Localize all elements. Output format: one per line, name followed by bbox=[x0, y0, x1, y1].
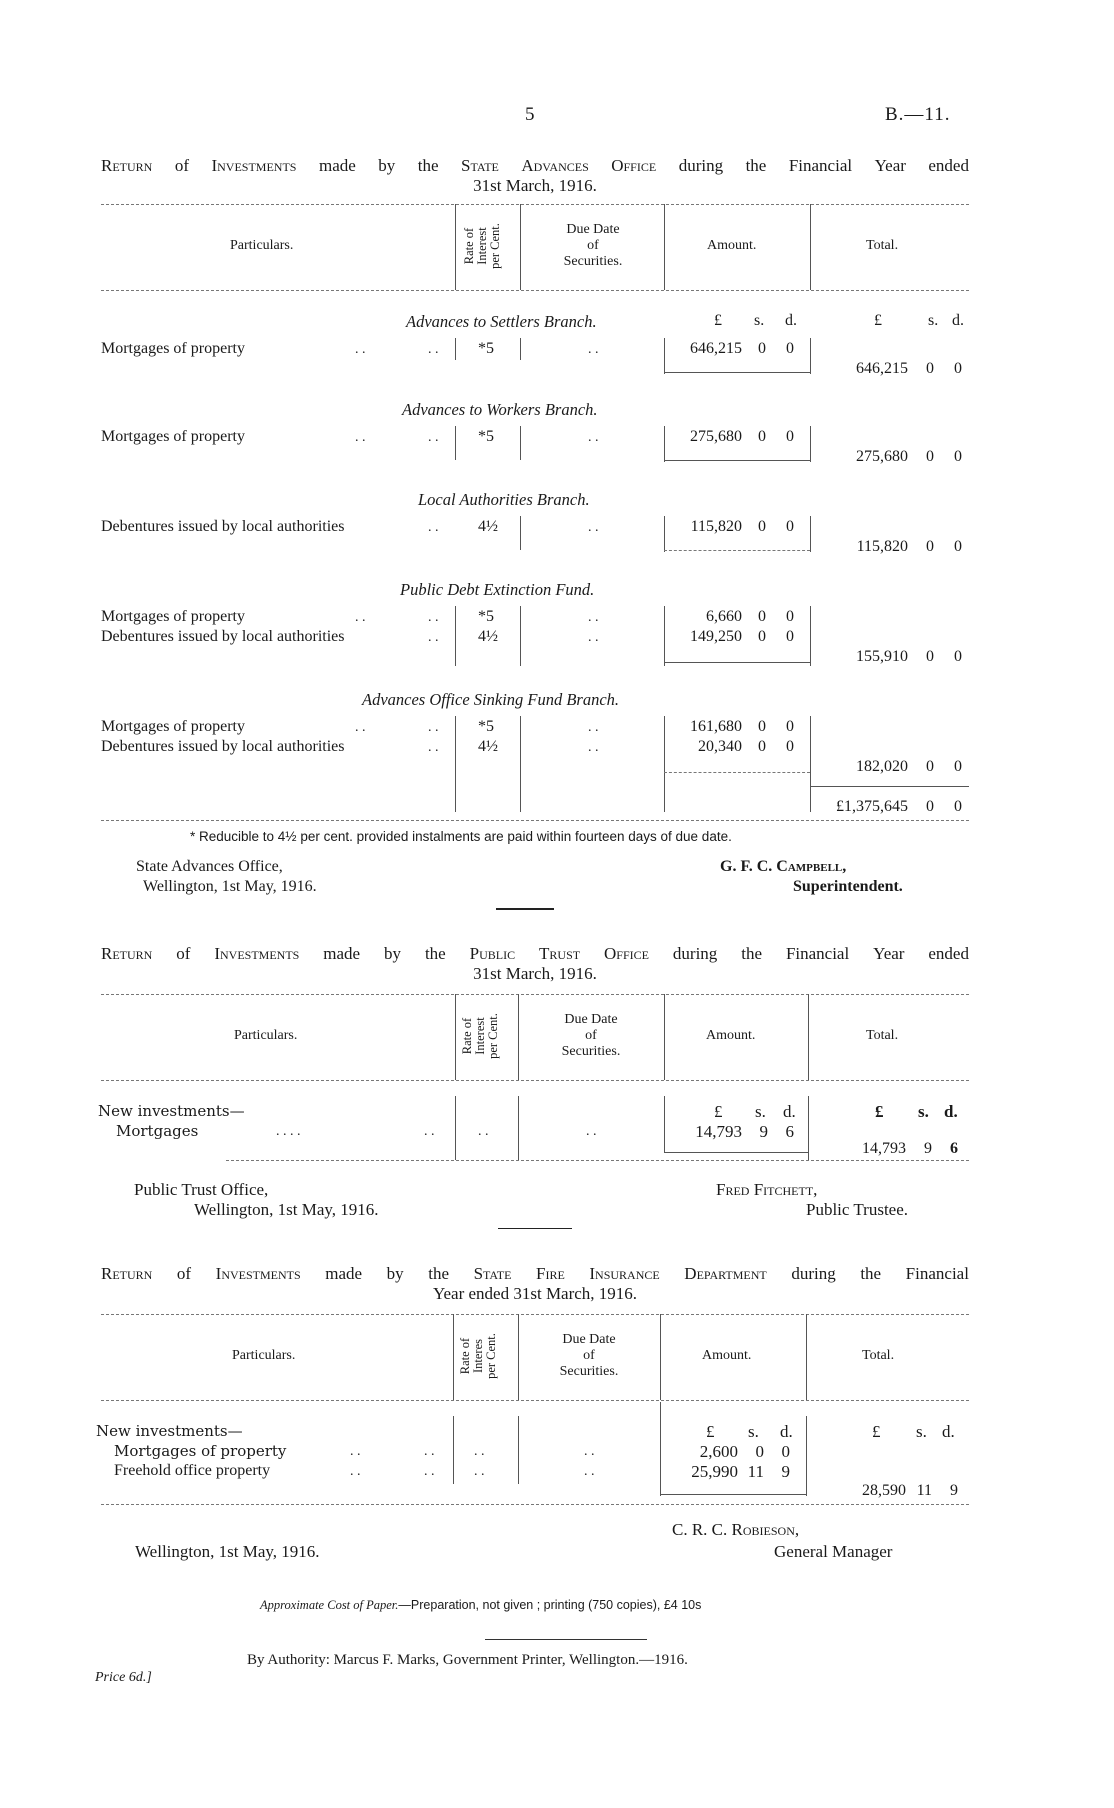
column-rule bbox=[518, 1096, 519, 1160]
row-amount-d: 0 bbox=[786, 428, 794, 445]
title-word: Investments bbox=[215, 1264, 301, 1283]
row-amount-d: 9 bbox=[781, 1462, 790, 1481]
row-particulars: Mortgages of property bbox=[101, 608, 245, 625]
signatory-name: C. R. C. Robieson, bbox=[672, 1520, 800, 1539]
leader-dots: . . bbox=[428, 520, 439, 535]
branch-total-d: 0 bbox=[954, 758, 962, 775]
title-word: during bbox=[791, 1264, 836, 1283]
title-word: Department bbox=[684, 1264, 767, 1283]
row-amount-s: 0 bbox=[758, 428, 766, 445]
branch-heading: Public Debt Extinction Fund. bbox=[400, 580, 595, 599]
col-header-due-date: Due Date of Securities. bbox=[563, 222, 623, 269]
fire-insurance-title-line1 bbox=[101, 1264, 969, 1284]
page-number: 5 bbox=[525, 104, 535, 125]
column-rule bbox=[664, 204, 665, 290]
currency-pence: d. bbox=[942, 1422, 955, 1441]
title-word: the bbox=[428, 1264, 450, 1283]
cost-label: Approximate Cost of Paper. bbox=[260, 1598, 399, 1612]
column-rule bbox=[520, 716, 521, 812]
subtotal-rule bbox=[664, 662, 810, 663]
column-rule bbox=[520, 426, 521, 460]
title-word: Investments bbox=[211, 156, 297, 175]
cost-note bbox=[260, 1598, 701, 1613]
title-word: Financial bbox=[905, 1264, 969, 1283]
branch-heading: Advances to Workers Branch. bbox=[402, 400, 598, 419]
row-amount-s: 0 bbox=[758, 340, 766, 357]
row-amount-d: 0 bbox=[786, 738, 794, 755]
grand-total: £1,375,645 bbox=[836, 798, 908, 815]
leader-dots: . . bbox=[584, 1444, 595, 1459]
office-date: Wellington, 1st May, 1916. bbox=[143, 878, 317, 895]
column-rule bbox=[455, 716, 456, 812]
currency-shillings: s. bbox=[916, 1422, 927, 1441]
public-trust-title bbox=[101, 944, 969, 984]
row-amount-s: 0 bbox=[758, 518, 766, 535]
col-header-amount: Amount. bbox=[702, 1348, 752, 1363]
row-amount: 2,600 bbox=[699, 1442, 738, 1461]
currency-pence: d. bbox=[780, 1422, 793, 1441]
table-header-rule bbox=[101, 1080, 969, 1081]
currency-pence: d. bbox=[952, 312, 964, 329]
table-top-rule bbox=[101, 204, 969, 205]
branch-total-s: 0 bbox=[926, 360, 934, 377]
leader-dots: . . bbox=[588, 610, 599, 625]
row-rate: *5 bbox=[478, 428, 494, 445]
leader-dots: . . bbox=[355, 610, 366, 625]
col-header-total: Total. bbox=[862, 1348, 895, 1363]
price: Price 6d.] bbox=[95, 1670, 152, 1685]
branch-total-d: 0 bbox=[954, 648, 962, 665]
section-divider bbox=[498, 1228, 572, 1229]
column-rule bbox=[806, 1314, 807, 1400]
column-rule bbox=[455, 1096, 456, 1160]
col-header-amount: Amount. bbox=[706, 1028, 756, 1043]
row-particulars: Debentures issued by local authorities bbox=[101, 628, 345, 645]
column-rule bbox=[660, 1314, 661, 1400]
subtotal-rule bbox=[664, 372, 810, 373]
title-word: during bbox=[678, 156, 724, 175]
total: 14,793 bbox=[862, 1140, 906, 1157]
row-amount-s: 0 bbox=[758, 738, 766, 755]
public-trust-title-line2: 31st March, 1916. bbox=[473, 964, 597, 983]
title-word: made bbox=[323, 944, 361, 963]
currency-pence: d. bbox=[785, 312, 797, 329]
table-bottom-rule bbox=[101, 820, 969, 821]
column-rule bbox=[455, 426, 456, 460]
leader-dots: . . bbox=[588, 342, 599, 357]
currency-pound: £ bbox=[714, 312, 722, 329]
column-rule bbox=[664, 426, 665, 462]
leader-dots: . . bbox=[588, 430, 599, 445]
state-advances-title bbox=[101, 156, 969, 196]
leader-dots: . . bbox=[428, 740, 439, 755]
row-amount-s: 9 bbox=[759, 1122, 768, 1141]
grand-total-rule bbox=[810, 786, 969, 787]
column-rule bbox=[664, 716, 665, 812]
subtotal-rule bbox=[660, 1494, 806, 1495]
leader-dots: . . bbox=[355, 720, 366, 735]
fire-insurance-title-line2: Year ended 31st March, 1916. bbox=[432, 1284, 638, 1303]
row-amount: 275,680 bbox=[690, 428, 742, 445]
row-amount: 20,340 bbox=[698, 738, 742, 755]
column-rule bbox=[808, 994, 809, 1080]
currency-pound: £ bbox=[706, 1422, 715, 1441]
grand-total-s: 0 bbox=[926, 798, 934, 815]
col-header-amount: Amount. bbox=[707, 238, 757, 253]
column-rule bbox=[520, 204, 521, 290]
section-divider bbox=[496, 908, 554, 910]
leader-dots: . . bbox=[588, 630, 599, 645]
column-rule bbox=[664, 338, 665, 374]
document-reference: B.—11. bbox=[885, 104, 951, 125]
column-rule bbox=[808, 1096, 809, 1160]
signatory-name: G. F. C. Campbell, bbox=[720, 858, 847, 875]
column-rule bbox=[455, 204, 456, 290]
total-s: 11 bbox=[916, 1482, 932, 1499]
currency-pound: £ bbox=[874, 312, 882, 329]
col-header-due-date: Due Date of Securities. bbox=[559, 1332, 619, 1379]
row-amount: 25,990 bbox=[691, 1462, 738, 1481]
row-particulars: Mortgages of property bbox=[114, 1442, 287, 1460]
row-particulars: Debentures issued by local authorities bbox=[101, 518, 345, 535]
leader-dots: . . bbox=[355, 342, 366, 357]
row-amount-d: 0 bbox=[786, 518, 794, 535]
column-rule bbox=[660, 1402, 661, 1496]
col-header-particulars: Particulars. bbox=[234, 1028, 298, 1043]
title-word: the bbox=[745, 156, 767, 175]
row-particulars: Mortgages of property bbox=[101, 428, 245, 445]
column-rule bbox=[518, 1314, 519, 1400]
column-rule bbox=[806, 1416, 807, 1496]
row-amount-d: 0 bbox=[786, 718, 794, 735]
title-word: Advances bbox=[521, 156, 589, 175]
leader-dots: . . bbox=[584, 1464, 595, 1479]
title-word: Insurance bbox=[589, 1264, 660, 1283]
currency-pence: d. bbox=[944, 1102, 958, 1121]
title-word: Financial bbox=[788, 156, 853, 175]
col-header-rate: Rate of Interes per Cent. bbox=[458, 1333, 498, 1379]
leader-dots: . . bbox=[428, 342, 439, 357]
leader-dots: . . bbox=[424, 1444, 435, 1459]
row-amount-s: 0 bbox=[758, 608, 766, 625]
leader-dots: . . . . bbox=[276, 1124, 301, 1139]
row-amount: 6,660 bbox=[706, 608, 742, 625]
grand-total-d: 0 bbox=[954, 798, 962, 815]
total-s: 9 bbox=[924, 1140, 932, 1157]
row-amount: 115,820 bbox=[690, 518, 742, 535]
column-rule bbox=[810, 606, 811, 666]
column-rule bbox=[518, 1416, 519, 1484]
row-particulars: Debentures issued by local authorities bbox=[101, 738, 345, 755]
row-rate: *5 bbox=[478, 340, 494, 357]
title-word: State bbox=[473, 1264, 512, 1283]
column-rule bbox=[664, 994, 665, 1080]
total-d: 6 bbox=[950, 1140, 958, 1157]
branch-total: 275,680 bbox=[856, 448, 908, 465]
leader-dots: . . bbox=[474, 1444, 485, 1459]
branch-total-s: 0 bbox=[926, 448, 934, 465]
column-rule bbox=[455, 994, 456, 1080]
title-word: by bbox=[378, 156, 396, 175]
leader-dots: . . bbox=[428, 630, 439, 645]
leader-dots: . . bbox=[478, 1124, 489, 1139]
row-amount-d: 0 bbox=[786, 608, 794, 625]
table-header-rule bbox=[101, 290, 969, 291]
title-word: Return bbox=[101, 944, 153, 963]
row-particulars-heading: New investments— bbox=[96, 1422, 243, 1440]
title-word: the bbox=[741, 944, 763, 963]
title-word: by bbox=[386, 1264, 404, 1283]
column-rule bbox=[664, 606, 665, 666]
row-amount-d: 6 bbox=[785, 1122, 794, 1141]
signatory-title: Superintendent. bbox=[793, 878, 903, 895]
table-top-rule bbox=[101, 994, 969, 995]
title-word: ended bbox=[928, 156, 969, 175]
currency-pound: £ bbox=[714, 1102, 723, 1121]
title-word: Return bbox=[101, 156, 153, 175]
col-header-rate: Rate of Interest per Cent. bbox=[462, 223, 502, 269]
subtotal-rule bbox=[664, 772, 810, 773]
leader-dots: . . bbox=[588, 740, 599, 755]
place-date: Wellington, 1st May, 1916. bbox=[135, 1542, 320, 1561]
title-word: Trust bbox=[539, 944, 581, 963]
title-word: Investments bbox=[214, 944, 300, 963]
column-rule bbox=[664, 1096, 665, 1152]
branch-heading: Advances Office Sinking Fund Branch. bbox=[362, 690, 620, 709]
title-word: Year bbox=[874, 156, 906, 175]
fire-insurance-title bbox=[101, 1264, 969, 1304]
row-rate: 4½ bbox=[478, 628, 498, 645]
title-word: Return bbox=[101, 1264, 153, 1283]
title-word: of bbox=[176, 1264, 192, 1283]
column-rule bbox=[453, 1314, 454, 1400]
branch-total-d: 0 bbox=[954, 360, 962, 377]
row-rate: *5 bbox=[478, 718, 494, 735]
leader-dots: . . bbox=[474, 1464, 485, 1479]
state-advances-title-line2: 31st March, 1916. bbox=[473, 176, 597, 195]
col-header-rate: Rate of Interest per Cent. bbox=[460, 1013, 500, 1059]
column-rule bbox=[520, 338, 521, 360]
currency-shillings: s. bbox=[754, 312, 765, 329]
col-header-due-date: Due Date of Securities. bbox=[561, 1012, 621, 1059]
row-particulars-heading: New investments— bbox=[98, 1102, 245, 1120]
leader-dots: . . bbox=[424, 1124, 435, 1139]
row-amount-d: 0 bbox=[786, 628, 794, 645]
row-amount: 149,250 bbox=[690, 628, 742, 645]
total-d: 9 bbox=[950, 1482, 958, 1499]
currency-pound: £ bbox=[875, 1102, 884, 1121]
column-rule bbox=[810, 204, 811, 290]
column-rule bbox=[455, 606, 456, 666]
branch-total-s: 0 bbox=[926, 538, 934, 555]
branch-total: 646,215 bbox=[856, 360, 908, 377]
table-bottom-rule bbox=[226, 1160, 969, 1161]
public-trust-title-line1 bbox=[101, 944, 969, 964]
title-word: made bbox=[325, 1264, 363, 1283]
title-word: Public bbox=[469, 944, 516, 963]
title-word: the bbox=[424, 944, 446, 963]
table-bottom-rule bbox=[101, 1504, 969, 1505]
leader-dots: . . bbox=[424, 1464, 435, 1479]
branch-total-d: 0 bbox=[954, 448, 962, 465]
row-particulars: Mortgages of property bbox=[101, 718, 245, 735]
title-word: the bbox=[417, 156, 439, 175]
table-header-rule bbox=[101, 1400, 969, 1401]
branch-total: 182,020 bbox=[856, 758, 908, 775]
row-amount: 161,680 bbox=[690, 718, 742, 735]
signatory-name: Fred Fitchett, bbox=[716, 1180, 818, 1199]
row-amount-s: 0 bbox=[758, 718, 766, 735]
branch-total-s: 0 bbox=[926, 758, 934, 775]
currency-shillings: s. bbox=[928, 312, 939, 329]
signatory-title: General Manager bbox=[774, 1542, 893, 1561]
currency-shillings: s. bbox=[748, 1422, 759, 1441]
currency-pence: d. bbox=[783, 1102, 796, 1121]
title-word: during bbox=[672, 944, 718, 963]
title-word: of bbox=[176, 944, 191, 963]
column-rule bbox=[810, 426, 811, 462]
row-particulars: Mortgages bbox=[116, 1122, 199, 1140]
leader-dots: . . bbox=[428, 610, 439, 625]
branch-heading: Advances to Settlers Branch. bbox=[406, 312, 597, 331]
total: 28,590 bbox=[862, 1482, 906, 1499]
row-particulars: Mortgages of property bbox=[101, 340, 245, 357]
title-word: Financial bbox=[785, 944, 850, 963]
col-header-particulars: Particulars. bbox=[232, 1348, 296, 1363]
table-top-rule bbox=[101, 1314, 969, 1315]
title-word: State bbox=[461, 156, 499, 175]
currency-shillings: s. bbox=[918, 1102, 929, 1121]
column-rule bbox=[453, 1416, 454, 1484]
leader-dots: . . bbox=[355, 430, 366, 445]
row-particulars: Freehold office property bbox=[114, 1462, 271, 1479]
subtotal-rule bbox=[664, 550, 810, 551]
currency-shillings: s. bbox=[755, 1102, 766, 1121]
branch-heading: Local Authorities Branch. bbox=[418, 490, 590, 509]
title-word: of bbox=[174, 156, 189, 175]
signatory-title: Public Trustee. bbox=[806, 1200, 909, 1219]
leader-dots: . . bbox=[586, 1124, 597, 1139]
row-amount: 14,793 bbox=[695, 1122, 742, 1141]
column-rule bbox=[520, 606, 521, 666]
column-rule bbox=[520, 516, 521, 550]
column-rule bbox=[518, 994, 519, 1080]
office-date: Wellington, 1st May, 1916. bbox=[194, 1200, 379, 1219]
row-amount-s: 11 bbox=[747, 1462, 764, 1481]
row-amount: 646,215 bbox=[690, 340, 742, 357]
office-address: State Advances Office, bbox=[136, 858, 283, 875]
subtotal-rule bbox=[664, 460, 810, 461]
footnote: * Reducible to 4½ per cent. provided instalments are paid within fourteen days of due date. bbox=[190, 829, 732, 844]
row-rate: 4½ bbox=[478, 518, 498, 535]
title-word: Office bbox=[611, 156, 657, 175]
title-word: Office bbox=[604, 944, 649, 963]
leader-dots: . . bbox=[588, 520, 599, 535]
row-amount-d: 0 bbox=[786, 340, 794, 357]
branch-total-s: 0 bbox=[926, 648, 934, 665]
leader-dots: . . bbox=[350, 1444, 361, 1459]
col-header-total: Total. bbox=[866, 1028, 899, 1043]
column-rule bbox=[455, 338, 456, 360]
authority-line: By Authority: Marcus F. Marks, Government Printer, Wellington.—1916. bbox=[247, 1652, 688, 1668]
column-rule bbox=[810, 338, 811, 374]
branch-total: 115,820 bbox=[856, 538, 908, 555]
leader-dots: . . bbox=[588, 720, 599, 735]
row-amount-s: 0 bbox=[755, 1442, 764, 1461]
row-amount-d: 0 bbox=[781, 1442, 790, 1461]
cost-text: —Preparation, not given ; printing (750 copies), £4 10s bbox=[398, 1598, 702, 1612]
title-word: Fire bbox=[536, 1264, 565, 1283]
branch-total: 155,910 bbox=[856, 648, 908, 665]
currency-pound: £ bbox=[872, 1422, 881, 1441]
subtotal-rule bbox=[664, 1152, 808, 1153]
office-address: Public Trust Office, bbox=[134, 1180, 269, 1199]
title-word: Year bbox=[873, 944, 905, 963]
col-header-particulars: Particulars. bbox=[230, 238, 294, 253]
title-word: the bbox=[860, 1264, 882, 1283]
title-word: made bbox=[318, 156, 356, 175]
row-rate: 4½ bbox=[478, 738, 498, 755]
row-amount-s: 0 bbox=[758, 628, 766, 645]
leader-dots: . . bbox=[428, 720, 439, 735]
state-advances-title-line1 bbox=[101, 156, 969, 176]
row-rate: *5 bbox=[478, 608, 494, 625]
column-rule bbox=[810, 516, 811, 552]
footer-rule bbox=[485, 1639, 647, 1640]
title-word: ended bbox=[928, 944, 969, 963]
title-word: by bbox=[384, 944, 402, 963]
branch-total-d: 0 bbox=[954, 538, 962, 555]
leader-dots: . . bbox=[428, 430, 439, 445]
column-rule bbox=[664, 516, 665, 552]
leader-dots: . . bbox=[350, 1464, 361, 1479]
col-header-total: Total. bbox=[866, 238, 899, 253]
